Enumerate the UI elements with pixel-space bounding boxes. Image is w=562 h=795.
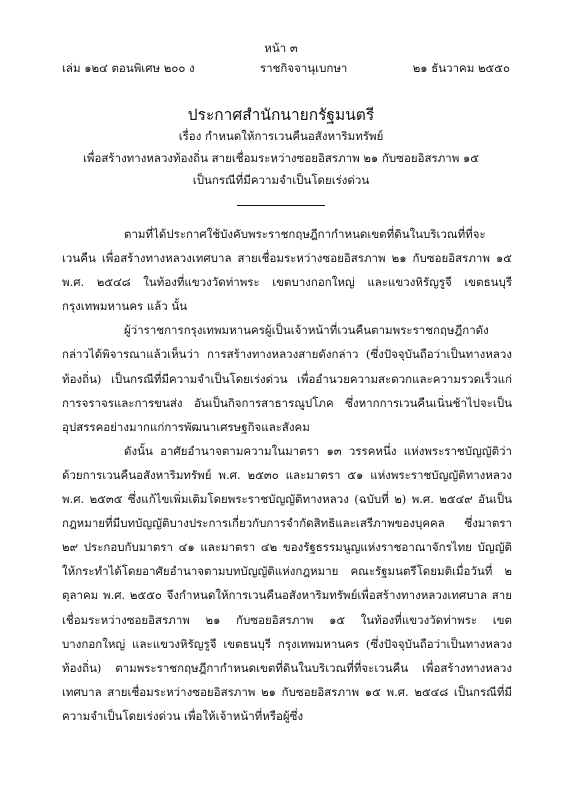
subject-line: เรื่อง กำหนดให้การเวนคืนอสังหาริมทรัพย์ bbox=[178, 129, 384, 143]
gazette-header bbox=[62, 61, 510, 77]
announcement-title: ประกาศสำนักนายกรัฐมนตรี bbox=[187, 106, 375, 124]
body-paragraph-3: ดังนั้น อาศัยอำนาจตามความในมาตรา ๑๓ วรรคหนึ่ง แห่งพระราชบัญญัติว่าด้วยการเวนคืนอสังหาริมทรัพย์ พ.ศ. ๒๕๓๐ และมาตรา ๕๑ แห่งพระราชบัญญัติทางหลวง พ.ศ. ๒๕๓๕ ซึ่งแก้ไขเพิ่มเติมโดยพระราชบัญญัติทางหลวง (ฉบับที่ ๒) พ.ศ. ๒๕๔๙ อันเป็นกฎหมายที่มีบทบัญญัติบางประการเกี่ยวกับการจำกัดสิทธิและเสรีภาพของบุคคล ซึ่งมาตรา ๒๙ ประกอบกับมาตรา ๔๑ และมาตรา ๔๒ ของรัฐธรรมนูญแห่งราชอาณาจักรไทย บัญญัติให้กระทำได้โดยอาศัยอำนาจตามบทบัญญัติแห่งกฎหมาย คณะรัฐมนตรีโดยมติเมื่อวันที่ ๒ ตุลาคม พ.ศ. ๒๕๕๐ จึงกำหนดให้การเวนคืนอสังหาริมทรัพย์เพื่อสร้างทางหลวงเทศบาล สายเชื่อมระหว่างซอยอิสรภาพ ๒๑ กับซอยอิสรภาพ ๑๕ ในท้องที่แขวงวัดท่าพระ เขตบางกอกใหญ่ และแขวงหิรัญรูจี เขตธนบุรี กรุงเทพมหานคร (ซึ่งปัจจุบันถือว่าเป็นทางหลวงท้องถิ่น) ตามพระราชกฤษฎีกากำหนดเขตที่ดินในบริเวณที่ที่จะเวนคืน เพื่อสร้างทางหลวงเทศบาล สายเชื่อมระหว่างซอยอิสรภาพ ๒๑ กับซอยอิสรภาพ ๑๕ พ.ศ. ๒๕๔๘ เป็นกรณีที่มีความจำเป็นโดยเร่งด่วน เพื่อให้เจ้าหน้าที่หรือผู้ซึ่ง bbox=[62, 443, 512, 723]
body-paragraph-1: ตามที่ได้ประกาศใช้บังคับพระราชกฤษฎีกากำหนดเขตที่ดินในบริเวณที่ที่จะเวนคืน เพื่อสร้างทางหลวงเทศบาล สายเชื่อมระหว่างซอยอิสรภาพ ๒๑ กับซอยอิสรภาพ ๑๕ พ.ศ. ๒๕๔๘ ในท้องที่แขวงวัดท่าพระ เขตบางกอกใหญ่ และแขวงหิรัญรูจี เขตธนบุรี กรุงเทพมหานคร แล้ว นั้น bbox=[62, 227, 512, 314]
announcement-title-block bbox=[0, 105, 562, 191]
title-divider bbox=[237, 205, 325, 206]
publication-date: ๒๑ ธันวาคม ๒๕๕๐ bbox=[412, 61, 510, 75]
subject-line-3: เป็นกรณีที่มีความจำเป็นโดยเร่งด่วน bbox=[192, 173, 370, 187]
publication-name: ราชกิจจานุเบกษา bbox=[259, 61, 348, 75]
body-paragraph-2: ผู้ว่าราชการกรุงเทพมหานครผู้เป็นเจ้าหน้าที่เวนคืนตามพระราชกฤษฎีกาดังกล่าวได้พิจารณาแล้วเห็นว่า การสร้างทางหลวงสายดังกล่าว (ซึ่งปัจจุบันถือว่าเป็นทางหลวงท้องถิ่น) เป็นกรณีที่มีความจำเป็นโดยเร่งด่วน เพื่ออำนวยความสะดวกและความรวดเร็วแก่การจราจรและการขนส่ง อันเป็นกิจการสาธารณูปโภค ซึ่งหากการเวนคืนเนิ่นช้าไปจะเป็นอุปสรรคอย่างมากแก่การพัฒนาเศรษฐกิจและสังคม bbox=[62, 323, 512, 434]
subject-line-2: เพื่อสร้างทางหลวงท้องถิ่น สายเชื่อมระหว่างซอยอิสรภาพ ๒๑ กับซอยอิสรภาพ ๑๕ bbox=[83, 151, 479, 165]
announcement-body bbox=[62, 222, 512, 728]
page-number: หน้า ๓ bbox=[264, 41, 298, 55]
volume-info: เล่ม ๑๒๔ ตอนพิเศษ ๒๐๐ ง bbox=[62, 61, 195, 75]
